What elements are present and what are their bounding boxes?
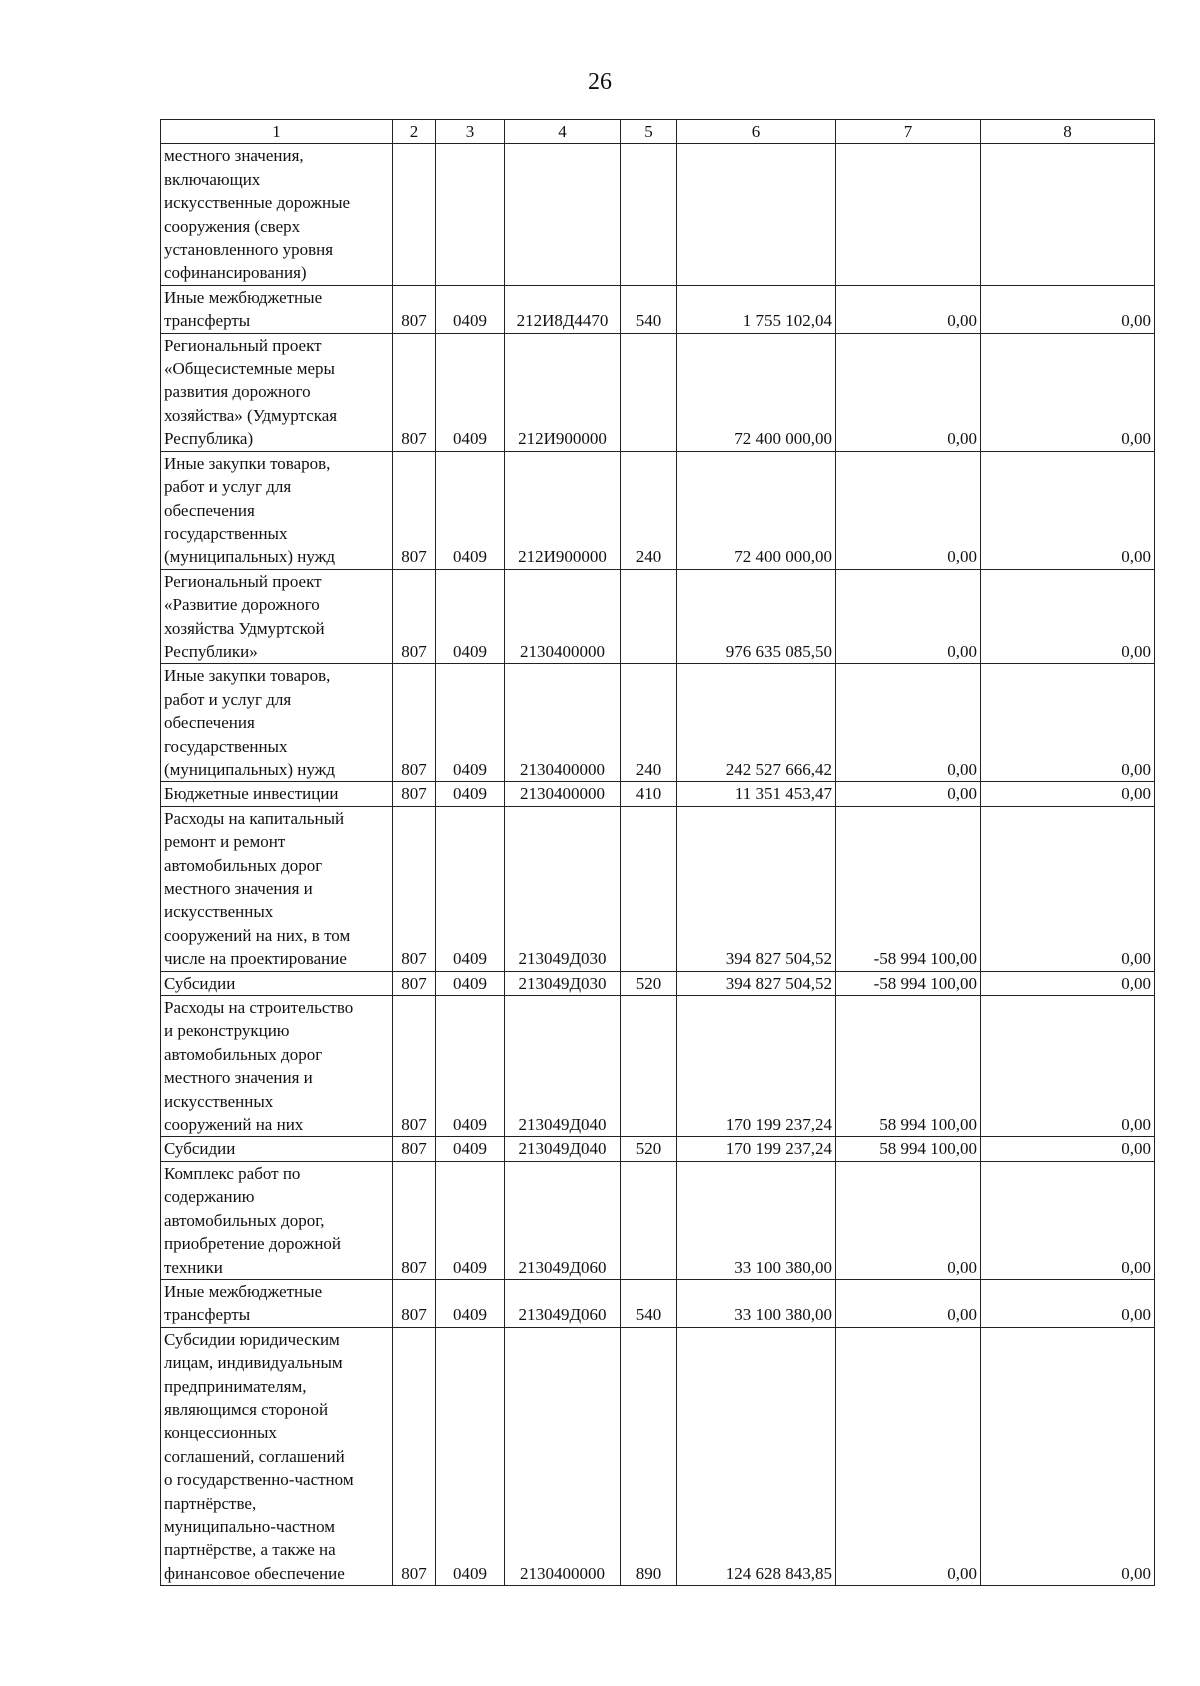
row-amount-col7-cell: 0,00 bbox=[836, 1279, 981, 1327]
row-amount-col7-cell: 0,00 bbox=[836, 333, 981, 451]
row-amount-col8-cell: 0,00 bbox=[981, 569, 1155, 664]
header-col-2: 2 bbox=[393, 120, 436, 144]
row-section-cell: 0409 bbox=[436, 1327, 505, 1585]
row-amount-col6-cell: 33 100 380,00 bbox=[677, 1161, 836, 1279]
table-row bbox=[161, 782, 1155, 806]
row-amount-col8-cell bbox=[981, 144, 1155, 285]
row-amount-col6-cell: 1 755 102,04 bbox=[677, 285, 836, 333]
row-expense-type-cell bbox=[621, 144, 677, 285]
budget-table bbox=[160, 119, 1155, 1586]
row-name-cell: Субсидии bbox=[161, 971, 393, 995]
row-amount-col6-cell: 124 628 843,85 bbox=[677, 1327, 836, 1585]
row-section-cell: 0409 bbox=[436, 1137, 505, 1161]
row-expense-type-cell: 410 bbox=[621, 782, 677, 806]
header-col-4: 4 bbox=[505, 120, 621, 144]
header-row bbox=[161, 120, 1155, 144]
row-target-article-cell: 213049Д040 bbox=[505, 996, 621, 1137]
row-amount-col7-cell: 58 994 100,00 bbox=[836, 1137, 981, 1161]
row-admin-code-cell: 807 bbox=[393, 1327, 436, 1585]
header-col-7: 7 bbox=[836, 120, 981, 144]
row-amount-col6-cell: 72 400 000,00 bbox=[677, 333, 836, 451]
row-expense-type-cell: 240 bbox=[621, 664, 677, 782]
row-target-article-cell: 213049Д060 bbox=[505, 1279, 621, 1327]
row-expense-type-cell: 540 bbox=[621, 285, 677, 333]
row-amount-col6-cell: 394 827 504,52 bbox=[677, 971, 836, 995]
row-amount-col7-cell: 0,00 bbox=[836, 451, 981, 569]
row-admin-code-cell bbox=[393, 144, 436, 285]
row-name-cell: Иные межбюджетные трансферты bbox=[161, 1279, 393, 1327]
row-name-cell: местного значения, включающих искусственные дорожные сооружения (сверх установленного уровня софинансирования) bbox=[161, 144, 393, 285]
table-header bbox=[161, 120, 1155, 144]
row-admin-code-cell: 807 bbox=[393, 451, 436, 569]
header-col-8: 8 bbox=[981, 120, 1155, 144]
row-target-article-cell: 213049Д030 bbox=[505, 971, 621, 995]
row-amount-col7-cell: 58 994 100,00 bbox=[836, 996, 981, 1137]
row-target-article-cell bbox=[505, 144, 621, 285]
row-section-cell: 0409 bbox=[436, 664, 505, 782]
row-name-cell: Региональный проект «Развитие дорожного хозяйства Удмуртской Республики» bbox=[161, 569, 393, 664]
row-amount-col7-cell: -58 994 100,00 bbox=[836, 806, 981, 971]
row-amount-col6-cell bbox=[677, 144, 836, 285]
row-amount-col8-cell: 0,00 bbox=[981, 285, 1155, 333]
row-admin-code-cell: 807 bbox=[393, 1137, 436, 1161]
row-amount-col8-cell: 0,00 bbox=[981, 1161, 1155, 1279]
row-expense-type-cell: 240 bbox=[621, 451, 677, 569]
row-name-cell: Региональный проект «Общесистемные меры развития дорожного хозяйства» (Удмуртская Республика) bbox=[161, 333, 393, 451]
row-amount-col8-cell: 0,00 bbox=[981, 1279, 1155, 1327]
row-target-article-cell: 2130400000 bbox=[505, 782, 621, 806]
row-section-cell: 0409 bbox=[436, 1279, 505, 1327]
header-col-3: 3 bbox=[436, 120, 505, 144]
row-amount-col8-cell: 0,00 bbox=[981, 664, 1155, 782]
table-row bbox=[161, 451, 1155, 569]
row-amount-col7-cell bbox=[836, 144, 981, 285]
table-row bbox=[161, 996, 1155, 1137]
row-name-cell: Иные межбюджетные трансферты bbox=[161, 285, 393, 333]
row-section-cell: 0409 bbox=[436, 806, 505, 971]
table-row bbox=[161, 1161, 1155, 1279]
row-expense-type-cell: 520 bbox=[621, 1137, 677, 1161]
table-row bbox=[161, 1327, 1155, 1585]
header-col-6: 6 bbox=[677, 120, 836, 144]
row-amount-col7-cell: 0,00 bbox=[836, 285, 981, 333]
header-col-5: 5 bbox=[621, 120, 677, 144]
row-amount-col6-cell: 72 400 000,00 bbox=[677, 451, 836, 569]
row-amount-col7-cell: 0,00 bbox=[836, 1161, 981, 1279]
table-row bbox=[161, 333, 1155, 451]
row-name-cell: Иные закупки товаров, работ и услуг для обеспечения государственных (муниципальных) нужд bbox=[161, 451, 393, 569]
table-row bbox=[161, 569, 1155, 664]
row-amount-col8-cell: 0,00 bbox=[981, 451, 1155, 569]
row-section-cell: 0409 bbox=[436, 451, 505, 569]
row-section-cell: 0409 bbox=[436, 285, 505, 333]
row-admin-code-cell: 807 bbox=[393, 664, 436, 782]
row-amount-col8-cell: 0,00 bbox=[981, 806, 1155, 971]
table-row bbox=[161, 285, 1155, 333]
row-amount-col8-cell: 0,00 bbox=[981, 333, 1155, 451]
row-amount-col8-cell: 0,00 bbox=[981, 996, 1155, 1137]
header-col-1: 1 bbox=[161, 120, 393, 144]
row-amount-col6-cell: 170 199 237,24 bbox=[677, 1137, 836, 1161]
row-admin-code-cell: 807 bbox=[393, 996, 436, 1137]
row-amount-col7-cell: 0,00 bbox=[836, 569, 981, 664]
row-admin-code-cell: 807 bbox=[393, 569, 436, 664]
row-target-article-cell: 213049Д060 bbox=[505, 1161, 621, 1279]
row-admin-code-cell: 807 bbox=[393, 1161, 436, 1279]
table-row bbox=[161, 971, 1155, 995]
row-section-cell: 0409 bbox=[436, 971, 505, 995]
row-target-article-cell: 2130400000 bbox=[505, 1327, 621, 1585]
table-row bbox=[161, 1279, 1155, 1327]
row-amount-col7-cell: 0,00 bbox=[836, 782, 981, 806]
row-amount-col6-cell: 170 199 237,24 bbox=[677, 996, 836, 1137]
row-admin-code-cell: 807 bbox=[393, 285, 436, 333]
row-section-cell: 0409 bbox=[436, 782, 505, 806]
page-number: 26 bbox=[588, 69, 612, 95]
row-target-article-cell: 2130400000 bbox=[505, 664, 621, 782]
row-target-article-cell: 212И900000 bbox=[505, 333, 621, 451]
row-name-cell: Субсидии bbox=[161, 1137, 393, 1161]
row-amount-col6-cell: 394 827 504,52 bbox=[677, 806, 836, 971]
table-row bbox=[161, 664, 1155, 782]
row-amount-col7-cell: 0,00 bbox=[836, 1327, 981, 1585]
row-expense-type-cell: 540 bbox=[621, 1279, 677, 1327]
row-admin-code-cell: 807 bbox=[393, 806, 436, 971]
row-section-cell: 0409 bbox=[436, 333, 505, 451]
table-row bbox=[161, 144, 1155, 285]
row-name-cell: Иные закупки товаров, работ и услуг для обеспечения государственных (муниципальных) нужд bbox=[161, 664, 393, 782]
table-row bbox=[161, 806, 1155, 971]
row-amount-col8-cell: 0,00 bbox=[981, 1327, 1155, 1585]
row-amount-col8-cell: 0,00 bbox=[981, 782, 1155, 806]
row-section-cell: 0409 bbox=[436, 569, 505, 664]
row-expense-type-cell bbox=[621, 1161, 677, 1279]
row-amount-col6-cell: 11 351 453,47 bbox=[677, 782, 836, 806]
row-name-cell: Комплекс работ по содержанию автомобильных дорог, приобретение дорожной техники bbox=[161, 1161, 393, 1279]
row-name-cell: Субсидии юридическим лицам, индивидуальным предпринимателям, являющимся стороной концессионных соглашений, соглашений о государственно-частном партнёрстве, муниципально-частном партнёрстве, а также на финансовое обеспечение bbox=[161, 1327, 393, 1585]
row-target-article-cell: 213049Д040 bbox=[505, 1137, 621, 1161]
row-expense-type-cell bbox=[621, 333, 677, 451]
row-amount-col7-cell: 0,00 bbox=[836, 664, 981, 782]
row-amount-col6-cell: 976 635 085,50 bbox=[677, 569, 836, 664]
row-name-cell: Расходы на строительство и реконструкцию автомобильных дорог местного значения и искусственных сооружений на них bbox=[161, 996, 393, 1137]
row-amount-col6-cell: 33 100 380,00 bbox=[677, 1279, 836, 1327]
row-expense-type-cell: 890 bbox=[621, 1327, 677, 1585]
row-expense-type-cell bbox=[621, 996, 677, 1137]
row-amount-col8-cell: 0,00 bbox=[981, 971, 1155, 995]
row-amount-col6-cell: 242 527 666,42 bbox=[677, 664, 836, 782]
row-section-cell bbox=[436, 144, 505, 285]
row-name-cell: Расходы на капитальный ремонт и ремонт автомобильных дорог местного значения и искусственных сооружений на них, в том числе на проектирование bbox=[161, 806, 393, 971]
row-target-article-cell: 212И900000 bbox=[505, 451, 621, 569]
row-section-cell: 0409 bbox=[436, 996, 505, 1137]
table-body bbox=[161, 144, 1155, 1586]
row-admin-code-cell: 807 bbox=[393, 971, 436, 995]
row-target-article-cell: 212И8Д4470 bbox=[505, 285, 621, 333]
table-row bbox=[161, 1137, 1155, 1161]
row-admin-code-cell: 807 bbox=[393, 782, 436, 806]
row-amount-col7-cell: -58 994 100,00 bbox=[836, 971, 981, 995]
row-admin-code-cell: 807 bbox=[393, 333, 436, 451]
row-name-cell: Бюджетные инвестиции bbox=[161, 782, 393, 806]
row-expense-type-cell bbox=[621, 806, 677, 971]
row-admin-code-cell: 807 bbox=[393, 1279, 436, 1327]
row-target-article-cell: 2130400000 bbox=[505, 569, 621, 664]
row-amount-col8-cell: 0,00 bbox=[981, 1137, 1155, 1161]
row-target-article-cell: 213049Д030 bbox=[505, 806, 621, 971]
row-expense-type-cell: 520 bbox=[621, 971, 677, 995]
row-section-cell: 0409 bbox=[436, 1161, 505, 1279]
row-expense-type-cell bbox=[621, 569, 677, 664]
